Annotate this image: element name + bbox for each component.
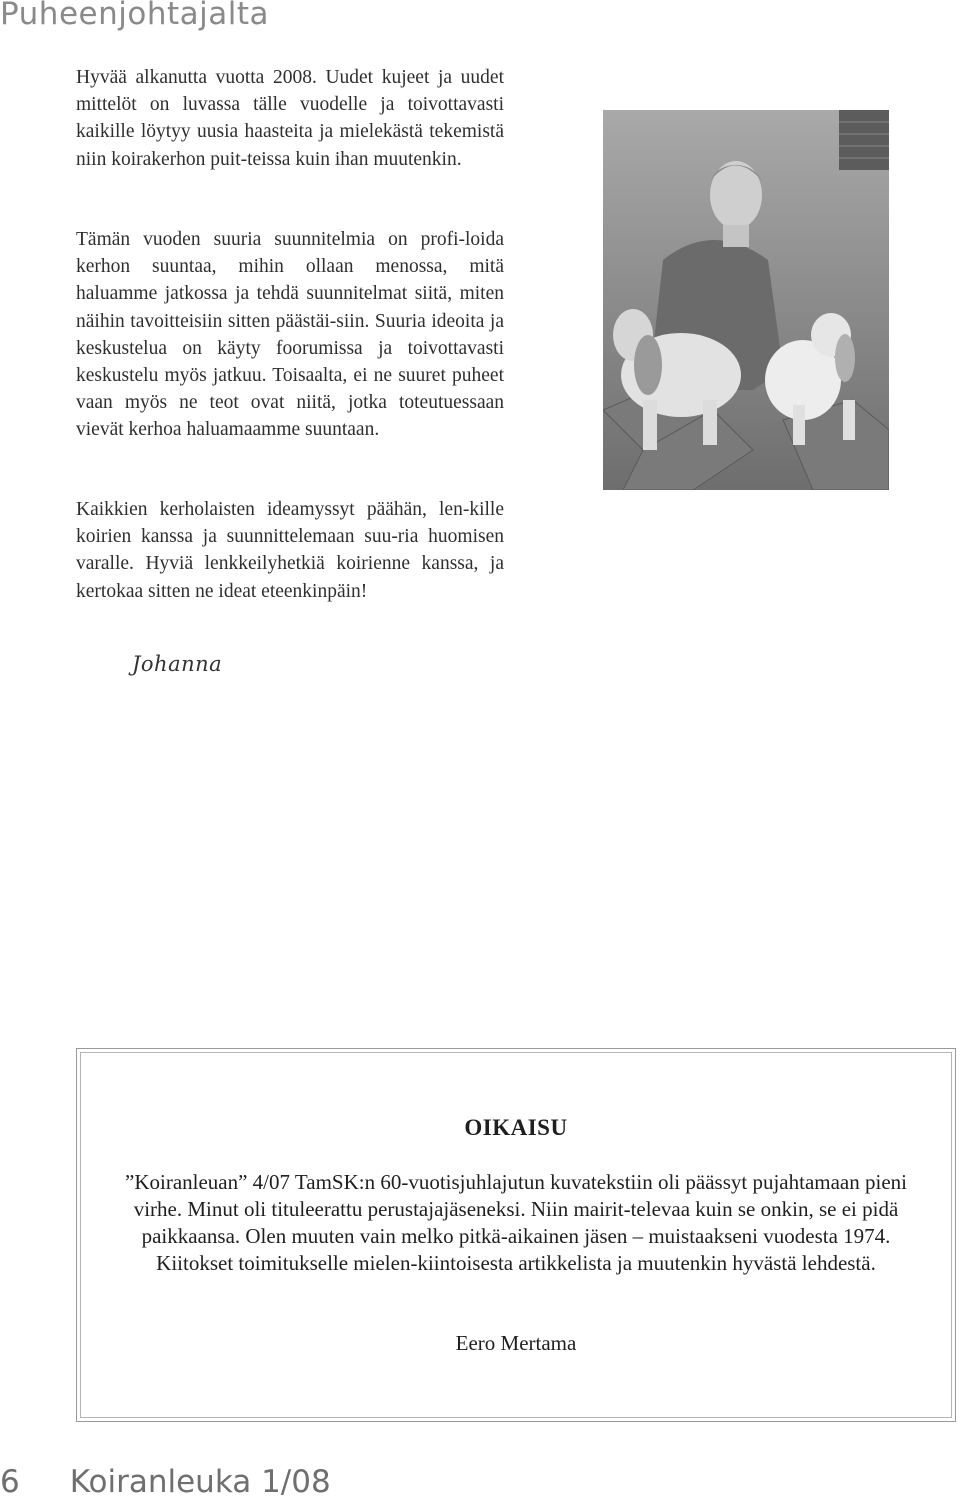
author-photo bbox=[603, 110, 889, 490]
notice-body: ”Koiranleuan” 4/07 TamSK:n 60-vuotisjuhlajutun kuvatekstiin oli päässyt pujahtamaan pieni virhe. Minut oli tituleerattu perustajajäseneksi. Niin mairit-televaa kuin se onkin, se ei pidä paikkaansa. Olen muuten vain melko pitkä-aikainen jäsen – muistaakseni vuodesta 1974. Kiitokset toimitukselle mielen-kiintoisesta artikkelista ja muutenkin hyvästä lehdestä. bbox=[125, 1170, 907, 1275]
author-signature: Johanna bbox=[132, 652, 223, 676]
article-paragraph-1 bbox=[76, 64, 504, 173]
article-paragraph-3 bbox=[76, 496, 504, 605]
paragraph-text: Hyvää alkanutta vuotta 2008. Uudet kujeet ja uudet mittelöt on luvassa tälle vuodelle ja toivottavasti kaikille löytyy uusia haasteita ja mielekästä tekemistä niin koirakerhon puit-teissa kuin ihan muutenkin. bbox=[76, 67, 504, 170]
paragraph-text: Tämän vuoden suuria suunnitelmia on profi-loida kerhon suuntaa, mihin ollaan menossa, mitä haluamme jatkossa ja tehdä suunnitelmat siitä, miten näihin tavoitteisiin sitten päästäi-siin. Suuria ideoita ja keskustelua on käyty foorumissa ja toivottavasti keskustelu myös jatkuu. Toisaalta, ei ne suuret puheet vaan myös ne teot ovat niitä, jotka toteutuessaan vievät kerhoa haluamaamme suuntaan. bbox=[76, 229, 504, 441]
section-title: Puheenjohtajalta bbox=[0, 0, 269, 32]
notice-signature: Eero Mertama bbox=[455, 1331, 577, 1355]
article-paragraph-2 bbox=[76, 226, 504, 444]
paragraph-text: Kaikkien kerholaisten ideamyssyt päähän, len-kille koirien kanssa ja suunnittelemaan suu-ria huomisen varalle. Hyviä lenkkeilyhetkiä koirienne kanssa, ja kertokaa sitten ne ideat eteenkinpäin! bbox=[76, 499, 504, 602]
notice-title: OIKAISU bbox=[464, 1115, 568, 1140]
correction-notice-box bbox=[76, 1048, 956, 1422]
publication-name: Koiranleuka 1/08 bbox=[69, 1464, 331, 1500]
page-number: 6 bbox=[0, 1464, 20, 1500]
photo-illustration bbox=[603, 110, 889, 490]
page-footer bbox=[0, 1464, 331, 1500]
